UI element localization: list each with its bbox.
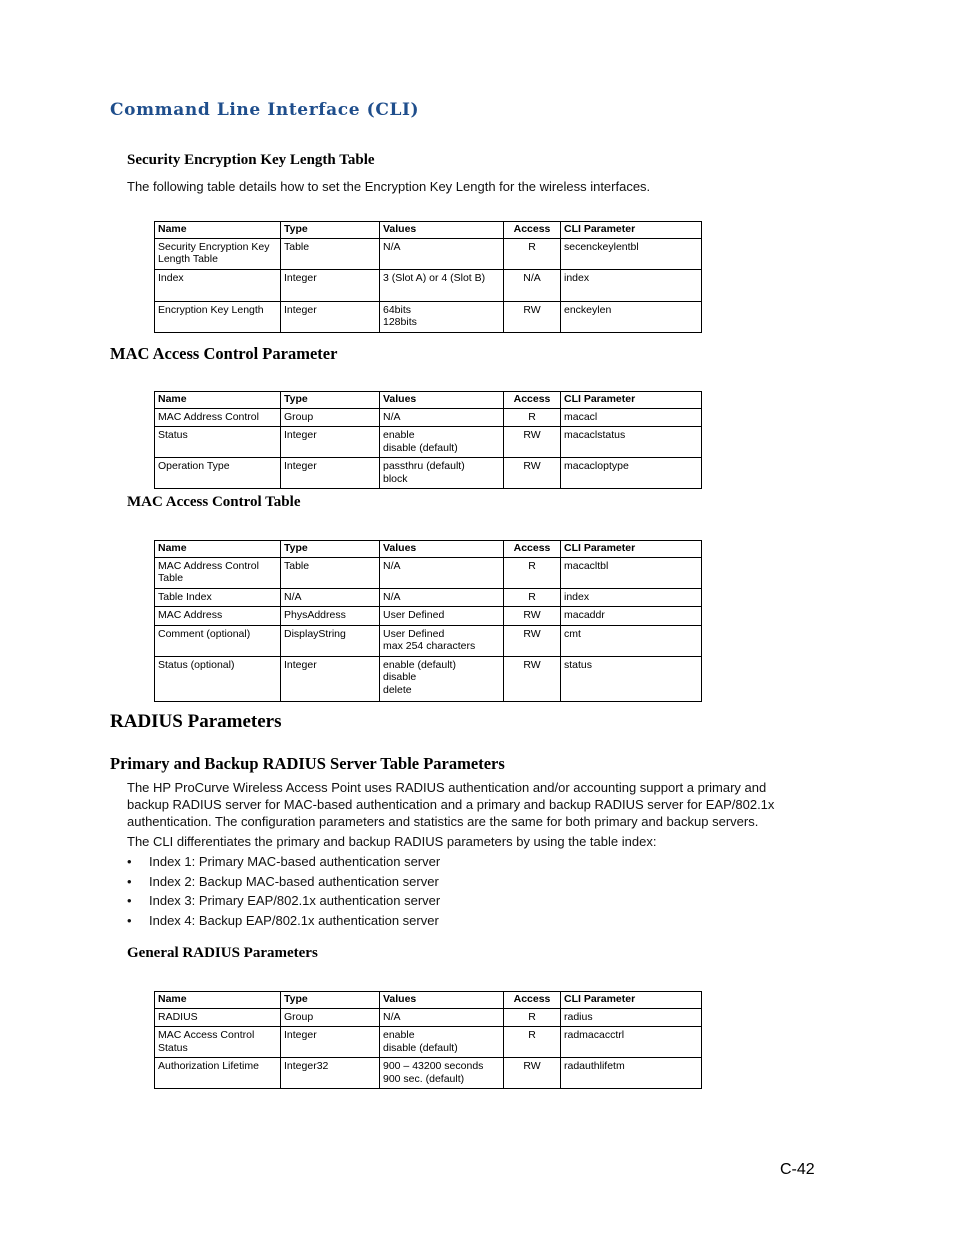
col-access-header: Access [504, 392, 561, 409]
cell-cli: macaclstatus [561, 427, 702, 458]
col-name-header: Name [155, 222, 281, 239]
cell-name: MAC Access Control Status [155, 1027, 281, 1058]
cell-name: Status [155, 427, 281, 458]
col-type-header: Type [281, 541, 380, 558]
cell-cli: macaddr [561, 607, 702, 626]
cell-cli: status [561, 656, 702, 701]
radius-subtitle: Primary and Backup RADIUS Server Table Parameters [110, 754, 505, 773]
cell-access: RW [504, 607, 561, 626]
section-title-mac-param: MAC Access Control Parameter [110, 344, 338, 363]
col-cli-header: CLI Parameter [561, 541, 702, 558]
col-type-header: Type [281, 222, 380, 239]
list-item: • Index 1: Primary MAC-based authentication server [127, 852, 787, 872]
cell-cli: secenckeylentbl [561, 238, 702, 269]
cell-type: Integer [281, 1027, 380, 1058]
table-row [155, 588, 702, 607]
cell-access: N/A [504, 269, 561, 301]
cell-access: RW [504, 427, 561, 458]
table-row [155, 1027, 702, 1058]
col-access-header: Access [504, 222, 561, 239]
table-header-row [155, 541, 702, 558]
cell-cli: cmt [561, 625, 702, 656]
cell-name: Comment (optional) [155, 625, 281, 656]
cell-values: N/A [380, 408, 504, 427]
table-row [155, 656, 702, 701]
cell-cli: enckeylen [561, 301, 702, 332]
cell-name: Operation Type [155, 458, 281, 489]
table-header-row [155, 392, 702, 409]
page-number: C-42 [780, 1161, 815, 1178]
cell-values: N/A [380, 588, 504, 607]
key-length-intro: The following table details how to set the Encryption Key Length for the wireless interfaces. [127, 179, 651, 194]
table-header-row [155, 222, 702, 239]
cell-access: RW [504, 301, 561, 332]
cell-type: Table [281, 238, 380, 269]
cell-access: R [504, 1027, 561, 1058]
cell-access: R [504, 408, 561, 427]
cell-cli: radmacacctrl [561, 1027, 702, 1058]
cell-name: RADIUS [155, 1008, 281, 1027]
table-row [155, 408, 702, 427]
cell-name: Security Encryption Key Length Table [155, 238, 281, 269]
cell-access: R [504, 588, 561, 607]
cell-access: R [504, 557, 561, 588]
cell-type: Group [281, 1008, 380, 1027]
cell-type: Table [281, 557, 380, 588]
cell-type: Integer32 [281, 1058, 380, 1089]
table-row [155, 1008, 702, 1027]
cell-values: 3 (Slot A) or 4 (Slot B) [380, 269, 504, 301]
col-values-header: Values [380, 992, 504, 1009]
cell-access: RW [504, 656, 561, 701]
radius-paragraph-1: The HP ProCurve Wireless Access Point uses RADIUS authentication and/or accounting support a primary and backup RADIUS server for MAC-based authentication and a primary and backup RADIUS server for EAP/802.1x authentication. The configuration parameters and statistics are the same for both primary and backup servers. [127, 780, 775, 829]
cell-cli: macacl [561, 408, 702, 427]
cell-access: RW [504, 458, 561, 489]
cell-cli: macacloptype [561, 458, 702, 489]
col-name-header: Name [155, 541, 281, 558]
cell-name: MAC Address Control Table [155, 557, 281, 588]
list-item: • Index 3: Primary EAP/802.1x authentication server [127, 891, 787, 911]
table-row [155, 427, 702, 458]
col-access-header: Access [504, 992, 561, 1009]
col-values-header: Values [380, 541, 504, 558]
cell-cli: radius [561, 1008, 702, 1027]
col-name-header: Name [155, 992, 281, 1009]
cell-cli: macacltbl [561, 557, 702, 588]
cell-type: DisplayString [281, 625, 380, 656]
cell-name: MAC Address Control [155, 408, 281, 427]
cell-type: Group [281, 408, 380, 427]
radius-index-list [127, 852, 787, 930]
col-values-header: Values [380, 222, 504, 239]
cell-values: User Defined [380, 607, 504, 626]
cell-type: Integer [281, 458, 380, 489]
table-header-row [155, 992, 702, 1009]
list-item: • Index 4: Backup EAP/802.1x authentication server [127, 911, 787, 931]
cell-name: Table Index [155, 588, 281, 607]
table-row [155, 1058, 702, 1089]
table-row [155, 557, 702, 588]
cell-access: RW [504, 1058, 561, 1089]
table-row [155, 607, 702, 626]
col-values-header: Values [380, 392, 504, 409]
col-access-header: Access [504, 541, 561, 558]
cell-access: RW [504, 625, 561, 656]
col-type-header: Type [281, 992, 380, 1009]
list-item: • Index 2: Backup MAC-based authentication server [127, 872, 787, 892]
cell-values: N/A [380, 238, 504, 269]
section-title-general-radius: General RADIUS Parameters [127, 945, 318, 961]
table-row [155, 269, 702, 301]
radius-paragraph-2: The CLI differentiates the primary and backup RADIUS parameters by using the table index: [127, 834, 657, 849]
cell-name: Encryption Key Length [155, 301, 281, 332]
cell-values: N/A [380, 1008, 504, 1027]
table-row [155, 238, 702, 269]
table-row [155, 625, 702, 656]
cell-cli: radauthlifetm [561, 1058, 702, 1089]
mac-table [154, 540, 702, 702]
cell-type: Integer [281, 269, 380, 301]
col-cli-header: CLI Parameter [561, 992, 702, 1009]
cell-type: N/A [281, 588, 380, 607]
col-type-header: Type [281, 392, 380, 409]
cell-values: 64bits 128bits [380, 301, 504, 332]
cell-access: R [504, 1008, 561, 1027]
cell-cli: index [561, 269, 702, 301]
cell-access: R [504, 238, 561, 269]
cell-type: Integer [281, 427, 380, 458]
cell-name: Authorization Lifetime [155, 1058, 281, 1089]
general-radius-table [154, 991, 702, 1089]
cell-type: PhysAddress [281, 607, 380, 626]
cell-values: N/A [380, 557, 504, 588]
cell-values: 900 – 43200 seconds 900 sec. (default) [380, 1058, 504, 1089]
cell-values: enable disable (default) [380, 427, 504, 458]
key-length-table [154, 221, 702, 333]
col-cli-header: CLI Parameter [561, 392, 702, 409]
table-row [155, 301, 702, 332]
cell-type: Integer [281, 301, 380, 332]
col-cli-header: CLI Parameter [561, 222, 702, 239]
cell-values: User Defined max 254 characters [380, 625, 504, 656]
cell-type: Integer [281, 656, 380, 701]
section-title-key-length: Security Encryption Key Length Table [127, 152, 375, 168]
page-title: Command Line Interface (CLI) [110, 100, 420, 120]
cell-name: Index [155, 269, 281, 301]
cell-name: MAC Address [155, 607, 281, 626]
table-row [155, 458, 702, 489]
section-title-mac-table: MAC Access Control Table [127, 494, 301, 510]
cell-values: enable disable (default) [380, 1027, 504, 1058]
col-name-header: Name [155, 392, 281, 409]
cell-values: passthru (default) block [380, 458, 504, 489]
cell-name: Status (optional) [155, 656, 281, 701]
section-title-radius: RADIUS Parameters [110, 711, 282, 732]
cell-cli: index [561, 588, 702, 607]
cell-values: enable (default) disable delete [380, 656, 504, 701]
mac-param-table [154, 391, 702, 489]
